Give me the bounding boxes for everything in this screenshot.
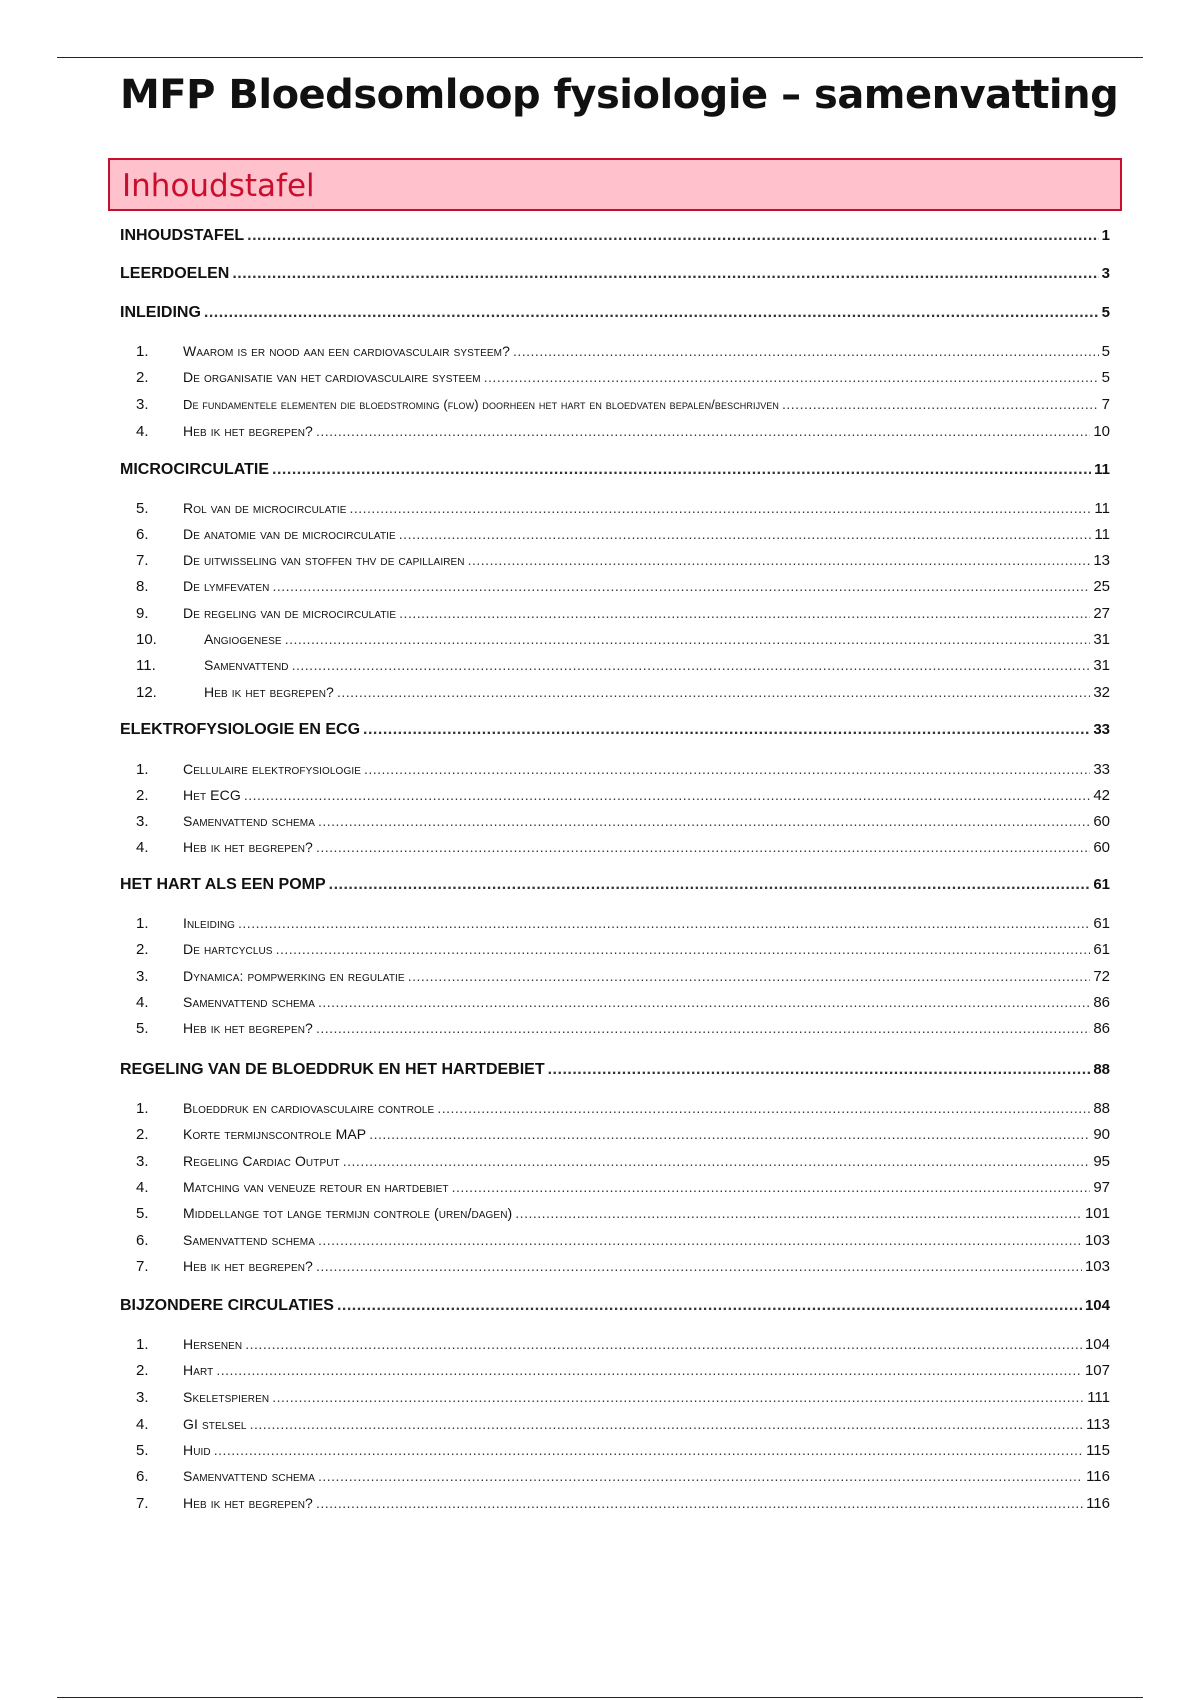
toc-section[interactable] [136, 1362, 1110, 1379]
toc-section[interactable] [136, 631, 1110, 648]
toc-section-number: 5. [136, 1205, 149, 1222]
top-rule [57, 57, 1143, 58]
toc-chapter-leerdoelen[interactable] [120, 265, 1110, 283]
toc-page-number: 104 [1084, 1336, 1110, 1353]
dot-leader [318, 1468, 1083, 1484]
dot-leader [245, 1336, 1082, 1352]
toc-section[interactable] [136, 1389, 1110, 1406]
toc-page-number: 5 [1101, 369, 1110, 386]
toc-section-number: 1. [136, 1336, 149, 1353]
toc-section[interactable] [136, 1179, 1110, 1196]
toc-page-number: 33 [1093, 721, 1110, 738]
dot-leader [204, 304, 1099, 322]
toc-section[interactable] [136, 1020, 1110, 1037]
toc-section-label: Bloeddruk en cardiovasculaire controle [183, 1100, 435, 1116]
dot-leader [369, 1126, 1090, 1142]
dot-leader [515, 1205, 1082, 1221]
toc-page-number: 90 [1093, 1126, 1110, 1143]
toc-section-number: 4. [136, 994, 149, 1011]
toc-section[interactable] [136, 1468, 1110, 1485]
toc-page-number: 103 [1084, 1232, 1110, 1249]
toc-section[interactable] [136, 1232, 1110, 1249]
toc-page-number: 61 [1093, 876, 1110, 893]
toc-section-number: 1. [136, 343, 149, 360]
toc-section[interactable] [136, 761, 1110, 778]
toc-chapter-label: INLEIDING [120, 304, 201, 321]
toc-page-number: 86 [1093, 1020, 1110, 1037]
toc-chapter-label: LEERDOELEN [120, 265, 230, 282]
dot-leader [363, 721, 1090, 739]
toc-section-number: 3. [136, 396, 149, 413]
toc-section[interactable] [136, 1442, 1110, 1459]
toc-section-number: 8. [136, 578, 149, 595]
toc-page-number: 13 [1093, 552, 1110, 569]
toc-section-label: Samenvattend schema [183, 1232, 315, 1248]
dot-leader [408, 968, 1091, 984]
dot-leader [272, 1389, 1084, 1405]
toc-page-number: 101 [1084, 1205, 1110, 1222]
toc-section[interactable] [136, 941, 1110, 958]
toc-page-number: 116 [1086, 1495, 1110, 1512]
toc-page-number: 11 [1094, 526, 1110, 543]
toc-page-number: 3 [1101, 265, 1110, 282]
toc-chapter-elektrofysiologie[interactable] [120, 721, 1110, 739]
toc-page-number: 104 [1084, 1297, 1110, 1314]
dot-leader [782, 396, 1099, 412]
dot-leader [399, 526, 1092, 542]
toc-section-number: 2. [136, 787, 149, 804]
toc-page-number: 103 [1084, 1258, 1110, 1275]
dot-leader [244, 787, 1090, 803]
dot-leader [316, 1495, 1083, 1511]
dot-leader [272, 578, 1090, 594]
toc-page-number: 111 [1087, 1389, 1110, 1406]
toc-section-label: De organisatie van het cardiovasculaire systeem [183, 369, 481, 385]
dot-leader [399, 605, 1090, 621]
toc-section-label: Hart [183, 1362, 214, 1378]
toc-chapter-label: MICROCIRCULATIE [120, 461, 270, 478]
toc-section-label: De fundamentele elementen die bloedstroming (flow) doorheen het hart en bloedvaten bepalen/beschrijven [183, 397, 780, 412]
toc-section[interactable] [136, 839, 1110, 856]
toc-page-number: 113 [1086, 1416, 1110, 1433]
toc-section-label: GI stelsel [183, 1416, 247, 1432]
toc-section-label: Matching van veneuze retour en hartdebiet [183, 1179, 449, 1195]
dot-leader [318, 1232, 1082, 1248]
toc-page-number: 115 [1086, 1442, 1110, 1459]
toc-page-number: 60 [1093, 839, 1110, 856]
toc-section-number: 1. [136, 1100, 149, 1117]
toc-section-number: 4. [136, 423, 149, 440]
dot-leader [468, 552, 1091, 568]
toc-section[interactable] [136, 578, 1110, 595]
toc-page-number: 7 [1101, 396, 1110, 413]
dot-leader [318, 994, 1090, 1010]
toc-section[interactable] [136, 526, 1110, 543]
toc-section-number: 5. [136, 500, 149, 517]
toc-page-number: 97 [1093, 1179, 1110, 1196]
toc-heading: Inhoudstafel [108, 158, 1122, 211]
toc-section-label: Cellulaire elektrofysiologie [183, 761, 361, 777]
toc-chapter-label: INHOUDSTAFEL [120, 227, 245, 244]
toc-section-label: Regeling Cardiac Output [183, 1153, 340, 1169]
toc-section-number: 3. [136, 1153, 149, 1170]
dot-leader [329, 876, 1091, 894]
toc-section-number: 1. [136, 915, 149, 932]
dot-leader [316, 1258, 1082, 1274]
toc-page-number: 60 [1093, 813, 1110, 830]
toc-section[interactable] [136, 396, 1110, 413]
toc-section[interactable] [136, 1205, 1110, 1222]
dot-leader [238, 915, 1090, 931]
toc-section-number: 6. [136, 1468, 149, 1485]
dot-leader [337, 1297, 1082, 1315]
toc-section-label: De uitwisseling van stoffen thv de capillairen [183, 552, 465, 568]
toc-chapter-microcirculatie[interactable] [120, 461, 1110, 479]
toc-page-number: 10 [1093, 423, 1110, 440]
toc-section-number: 10. [136, 631, 157, 648]
document-title: MFP Bloedsomloop fysiologie – samenvatting [120, 72, 1119, 118]
toc-page-number: 32 [1093, 684, 1110, 701]
toc-section-number: 3. [136, 813, 149, 830]
toc-section-label: Hersenen [183, 1336, 243, 1352]
dot-leader [272, 461, 1091, 479]
toc-chapter-inhoudstafel[interactable] [120, 227, 1110, 245]
toc-chapter-label: REGELING VAN DE BLOEDDRUK EN HET HARTDEBIET [120, 1061, 545, 1078]
toc-section-number: 7. [136, 1258, 149, 1275]
toc-section[interactable] [136, 1336, 1110, 1353]
dot-leader [452, 1179, 1091, 1195]
toc-page-number: 31 [1093, 631, 1110, 648]
toc-page-number: 88 [1093, 1061, 1110, 1078]
toc-section[interactable] [136, 1495, 1110, 1512]
toc-section-number: 7. [136, 1495, 149, 1512]
toc-chapter-bloeddruk[interactable] [120, 1061, 1110, 1079]
toc-page-number: 42 [1093, 787, 1110, 804]
dot-leader [250, 1416, 1083, 1432]
toc-section-label: Samenvattend schema [183, 813, 315, 829]
toc-page-number: 5 [1101, 343, 1110, 360]
toc-section-label: De hartcyclus [183, 941, 273, 957]
toc-section[interactable] [136, 1258, 1110, 1275]
toc-section-label: Samenvattend [204, 657, 289, 673]
toc-section[interactable] [136, 552, 1110, 569]
toc-chapter-bijzondere[interactable] [120, 1297, 1110, 1315]
dot-leader [513, 343, 1099, 359]
dot-leader [484, 369, 1099, 385]
toc-chapter-label: BIJZONDERE CIRCULATIES [120, 1297, 334, 1314]
toc-page-number: 25 [1093, 578, 1110, 595]
dot-leader [437, 1100, 1090, 1116]
toc-section-label: Middellange tot lange termijn controle (uren/dagen) [183, 1205, 513, 1221]
toc-section-number: 12. [136, 684, 157, 701]
dot-leader [548, 1061, 1091, 1079]
dot-leader [316, 839, 1090, 855]
toc-section-label: Heb ik het begrepen? [183, 1495, 313, 1511]
toc-section-number: 4. [136, 1179, 149, 1196]
toc-section-number: 2. [136, 1126, 149, 1143]
toc-page-number: 33 [1093, 761, 1110, 778]
toc-page-number: 27 [1093, 605, 1110, 622]
toc-section-label: Waarom is er nood aan een cardiovasculair systeem? [183, 343, 510, 359]
toc-chapter-label: HET HART ALS EEN POMP [120, 876, 326, 893]
toc-section-label: Samenvattend schema [183, 1468, 315, 1484]
toc-section[interactable] [136, 500, 1110, 517]
dot-leader [232, 265, 1098, 283]
toc-section-number: 4. [136, 839, 149, 856]
toc-section-label: Heb ik het begrepen? [183, 1020, 313, 1036]
toc-section-label: Korte termijnscontrole MAP [183, 1126, 367, 1142]
toc-section-number: 5. [136, 1442, 149, 1459]
toc-page-number: 1 [1101, 227, 1110, 244]
toc-section[interactable] [136, 1126, 1110, 1143]
toc-section[interactable] [136, 369, 1110, 386]
toc-chapter-label: ELEKTROFYSIOLOGIE EN ECG [120, 721, 361, 738]
toc-page-number: 11 [1094, 461, 1110, 478]
toc-section[interactable] [136, 787, 1110, 804]
toc-section-label: Heb ik het begrepen? [183, 423, 313, 439]
toc-section-number: 3. [136, 1389, 149, 1406]
dot-leader [316, 423, 1090, 439]
toc-section[interactable] [136, 423, 1110, 440]
dot-leader [349, 500, 1091, 516]
toc-page-number: 86 [1093, 994, 1110, 1011]
toc-section-number: 7. [136, 552, 149, 569]
toc-page-number: 116 [1086, 1468, 1110, 1485]
dot-leader [247, 227, 1099, 245]
toc-section[interactable] [136, 994, 1110, 1011]
dot-leader [276, 941, 1091, 957]
toc-section[interactable] [136, 915, 1110, 932]
toc-section[interactable] [136, 684, 1110, 701]
dot-leader [285, 631, 1091, 647]
toc-page-number: 61 [1093, 915, 1110, 932]
toc-section[interactable] [136, 343, 1110, 360]
toc-section[interactable] [136, 657, 1110, 674]
toc-section-label: Huid [183, 1442, 211, 1458]
toc-section[interactable] [136, 813, 1110, 830]
toc-section-number: 4. [136, 1416, 149, 1433]
toc-section-label: Inleiding [183, 915, 236, 931]
toc-section-label: Het ECG [183, 787, 241, 803]
toc-section-number: 1. [136, 761, 149, 778]
dot-leader [343, 1153, 1091, 1169]
dot-leader [318, 813, 1090, 829]
toc-chapter-inleiding[interactable] [120, 304, 1110, 322]
toc-section-number: 2. [136, 1362, 149, 1379]
toc-section-label: Rol van de microcirculatie [183, 500, 347, 516]
dot-leader [316, 1020, 1090, 1036]
dot-leader [292, 657, 1091, 673]
dot-leader [216, 1362, 1082, 1378]
toc-page-number: 61 [1093, 941, 1110, 958]
toc-section-label: Heb ik het begrepen? [183, 1258, 313, 1274]
dot-leader [337, 684, 1090, 700]
toc-section[interactable] [136, 1153, 1110, 1170]
toc-section-label: Heb ik het begrepen? [183, 839, 313, 855]
toc-section-number: 2. [136, 369, 149, 386]
toc-section-label: Angiogenese [204, 631, 282, 647]
toc-page-number: 5 [1101, 304, 1110, 321]
toc-section-number: 6. [136, 526, 149, 543]
toc-page-number: 95 [1093, 1153, 1110, 1170]
toc-section-number: 6. [136, 1232, 149, 1249]
toc-page-number: 88 [1093, 1100, 1110, 1117]
dot-leader [364, 761, 1090, 777]
toc-section-number: 3. [136, 968, 149, 985]
toc-section-label: Heb ik het begrepen? [204, 684, 334, 700]
toc-section-label: De anatomie van de microcirculatie [183, 526, 396, 542]
bottom-rule [57, 1697, 1143, 1698]
toc-section-label: Dynamica: pompwerking en regulatie [183, 968, 405, 984]
toc-section[interactable] [136, 968, 1110, 985]
toc-section-label: De regeling van de microcirculatie [183, 605, 397, 621]
toc-section-label: Samenvattend schema [183, 994, 315, 1010]
toc-section-number: 9. [136, 605, 149, 622]
toc-section[interactable] [136, 1100, 1110, 1117]
toc-chapter-pomp[interactable] [120, 876, 1110, 894]
toc-section-number: 2. [136, 941, 149, 958]
toc-section-number: 11. [136, 657, 156, 674]
toc-section[interactable] [136, 1416, 1110, 1433]
dot-leader [214, 1442, 1083, 1458]
toc-section-label: De lymfevaten [183, 578, 270, 594]
toc-page-number: 107 [1084, 1362, 1110, 1379]
toc-page-number: 11 [1094, 500, 1110, 517]
toc-section[interactable] [136, 605, 1110, 622]
toc-section-number: 5. [136, 1020, 149, 1037]
toc-page-number: 72 [1093, 968, 1110, 985]
toc-page-number: 31 [1093, 657, 1110, 674]
toc-section-label: Skeletspieren [183, 1389, 270, 1405]
